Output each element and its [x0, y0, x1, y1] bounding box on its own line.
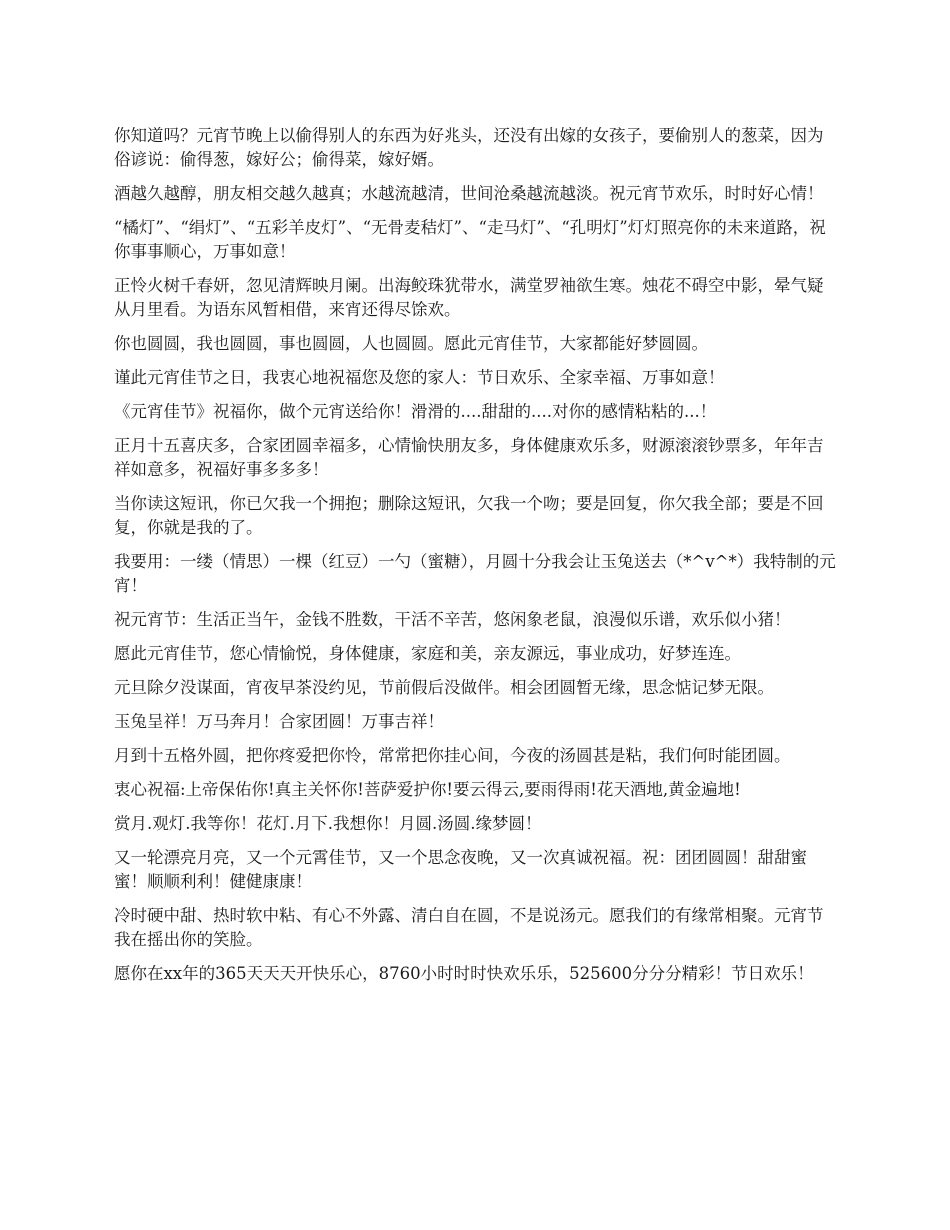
- paragraph-6: 谨此元宵佳节之日，我衷心地祝福您及您的家人：节日欢乐、全家幸福、万事如意！: [114, 368, 725, 387]
- paragraph-12: 愿此元宵佳节，您心情愉悦，身体健康，家庭和美，亲友源远，事业成功，好梦连连。: [114, 644, 741, 663]
- paragraph-8: 正月十五喜庆多，合家团圆幸福多，心情愉快朋友多，身体健康欢乐多，财源滚滚钞票多，年年吉祥如意多，祝福好事多多多！: [114, 436, 824, 479]
- paragraph-2: 酒越久越醇，朋友相交越久越真；水越流越清，世间沧桑越流越淡。祝元宵节欢乐，时时好心情！: [114, 184, 824, 203]
- paragraph-15: 月到十五格外圆，把你疼爱把你怜，常常把你挂心间，今夜的汤圆甚是粘，我们何时能团圆。: [114, 746, 791, 765]
- paragraph-10: 我要用：一缕（情思）一棵（红豆）一勺（蜜糖），月圆十分我会让玉兔送去（*^v^*）我特制的元宵！: [114, 552, 836, 595]
- paragraph-4: 正怜火树千春妍，忽见清辉映月阑。出海鲛珠犹带水，满堂罗袖欲生寒。烛花不碍空中影，晕气疑从月里看。为语东风暂相借，来宵还得尽馀欢。: [114, 276, 824, 319]
- paragraph-17: 赏月.观灯.我等你！花灯.月下.我想你！月圆.汤圆.缘梦圆！: [114, 814, 542, 833]
- paragraph-14: 玉兔呈祥！万马奔月！合家团圆！万事吉祥！: [114, 712, 444, 731]
- paragraph-16: 衷心祝福:上帝保佑你!真主关怀你!菩萨爱护你!要云得云,要雨得雨!花天酒地,黄金遍地!: [114, 780, 741, 799]
- paragraph-3: “橘灯”、“绢灯”、“五彩羊皮灯”、“无骨麦秸灯”、“走马灯”、“孔明灯”灯灯照亮你的未来道路，祝你事事顺心，万事如意！: [114, 218, 826, 261]
- paragraph-5: 你也圆圆，我也圆圆，事也圆圆，人也圆圆。愿此元宵佳节，大家都能好梦圆圆。: [114, 334, 708, 353]
- paragraph-18: 又一轮漂亮月亮，又一个元霄佳节，又一个思念夜晚，又一次真诚祝福。祝：团团圆圆！甜甜蜜蜜！顺顺利利！健健康康！: [114, 848, 807, 891]
- paragraph-1: 你知道吗？元宵节晚上以偷得别人的东西为好兆头，还没有出嫁的女孩子，要偷别人的葱菜，因为俗谚说：偷得葱，嫁好公；偷得菜，嫁好婿。: [114, 126, 824, 169]
- paragraph-9: 当你读这短讯，你已欠我一个拥抱；删除这短讯，欠我一个吻；要是回复，你欠我全部；要是不回复，你就是我的了。: [114, 494, 824, 537]
- paragraph-20: 愿你在xx年的365天天天开快乐心，8760小时时时快欢乐乐，525600分分分精彩！节日欢乐！: [114, 964, 814, 983]
- paragraph-13: 元旦除夕没谋面，宵夜早茶没约见，节前假后没做伴。相会团圆暂无缘，思念惦记梦无限。: [114, 678, 774, 697]
- paragraph-11: 祝元宵节：生活正当午，金钱不胜数，干活不辛苦，悠闲象老鼠，浪漫似乐谱，欢乐似小猪！: [114, 610, 791, 629]
- paragraph-7: 《元宵佳节》祝福你，做个元宵送给你！滑滑的....甜甜的....对你的感情粘粘的...！: [114, 402, 717, 421]
- paragraph-19: 冷时硬中甜、热时软中粘、有心不外露、清白自在圆，不是说汤元。愿我们的有缘常相聚。元宵节我在摇出你的笑脸。: [114, 906, 824, 949]
